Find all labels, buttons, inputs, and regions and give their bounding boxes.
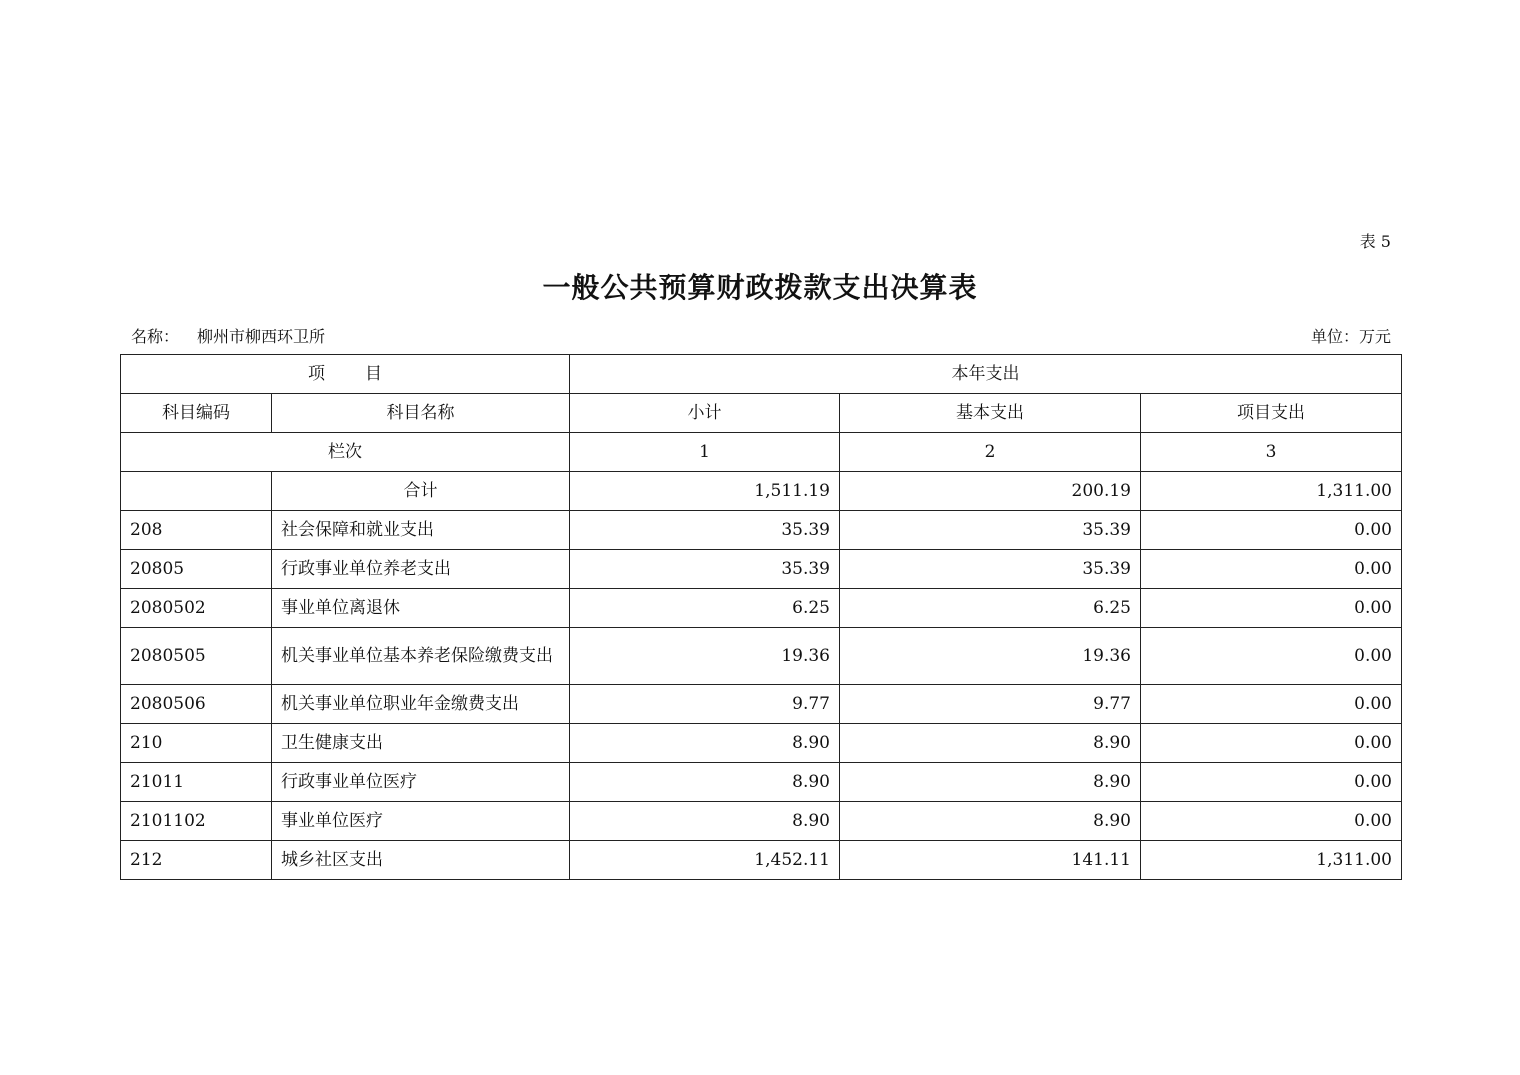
row-code: 21011 [121,763,272,802]
table-row [121,511,1402,550]
header-current-year: 本年支出 [570,355,1402,394]
row-name: 事业单位离退休 [272,589,570,628]
row-project: 0.00 [1141,589,1402,628]
table-row [121,685,1402,724]
header-row-3 [121,433,1402,472]
row-name: 机关事业单位基本养老保险缴费支出 [272,628,570,685]
row-basic: 8.90 [840,802,1141,841]
table-row [121,724,1402,763]
header-column-order: 栏次 [121,433,570,472]
total-project: 1,311.00 [1141,472,1402,511]
row-subtotal: 8.90 [570,763,840,802]
organization-line [131,324,325,347]
row-code: 2080506 [121,685,272,724]
row-subtotal: 35.39 [570,550,840,589]
header-item [121,355,570,394]
row-code: 2101102 [121,802,272,841]
header-col-1: 1 [570,433,840,472]
row-name: 卫生健康支出 [272,724,570,763]
header-row-1 [121,355,1402,394]
row-project: 0.00 [1141,628,1402,685]
total-code [121,472,272,511]
row-subtotal: 8.90 [570,802,840,841]
row-project: 0.00 [1141,550,1402,589]
row-subtotal: 35.39 [570,511,840,550]
table-row [121,550,1402,589]
table-number: 表 5 [1359,232,1391,251]
header-name: 科目名称 [272,394,570,433]
row-code: 212 [121,841,272,880]
row-subtotal: 19.36 [570,628,840,685]
organization-name: 柳州市柳西环卫所 [197,327,326,346]
header-project: 项目支出 [1141,394,1402,433]
unit-label: 单位：万元 [1310,327,1391,346]
row-basic: 6.25 [840,589,1141,628]
header-subtotal: 小计 [570,394,840,433]
row-basic: 19.36 [840,628,1141,685]
row-project: 0.00 [1141,724,1402,763]
table-row [121,763,1402,802]
row-project: 0.00 [1141,685,1402,724]
row-project: 0.00 [1141,763,1402,802]
row-code: 20805 [121,550,272,589]
total-row [121,472,1402,511]
row-project: 0.00 [1141,802,1402,841]
row-subtotal: 9.77 [570,685,840,724]
total-subtotal: 1,511.19 [570,472,840,511]
header-basic: 基本支出 [840,394,1141,433]
row-name: 行政事业单位医疗 [272,763,570,802]
table-row [121,589,1402,628]
row-name: 事业单位医疗 [272,802,570,841]
row-name: 机关事业单位职业年金缴费支出 [272,685,570,724]
row-name: 社会保障和就业支出 [272,511,570,550]
row-basic: 8.90 [840,724,1141,763]
row-code: 2080502 [121,589,272,628]
row-code: 2080505 [121,628,272,685]
page-title: 一般公共预算财政拨款支出决算表 [542,271,978,304]
total-label: 合计 [272,472,570,511]
total-basic: 200.19 [840,472,1141,511]
row-name: 城乡社区支出 [272,841,570,880]
row-basic: 35.39 [840,550,1141,589]
row-project: 1,311.00 [1141,841,1402,880]
row-subtotal: 1,452.11 [570,841,840,880]
table-row [121,841,1402,880]
header-item-left: 项 [308,364,325,384]
header-code: 科目编码 [121,394,272,433]
row-basic: 141.11 [840,841,1141,880]
row-code: 208 [121,511,272,550]
row-subtotal: 6.25 [570,589,840,628]
row-basic: 8.90 [840,763,1141,802]
header-row-2 [121,394,1402,433]
organization-label: 名称： [131,327,180,346]
table-row [121,628,1402,685]
row-code: 210 [121,724,272,763]
row-subtotal: 8.90 [570,724,840,763]
row-basic: 35.39 [840,511,1141,550]
header-item-right: 目 [365,364,382,384]
row-name: 行政事业单位养老支出 [272,550,570,589]
row-basic: 9.77 [840,685,1141,724]
header-col-2: 2 [840,433,1141,472]
row-project: 0.00 [1141,511,1402,550]
table-row [121,802,1402,841]
header-col-3: 3 [1141,433,1402,472]
expenditure-table [120,354,1402,880]
